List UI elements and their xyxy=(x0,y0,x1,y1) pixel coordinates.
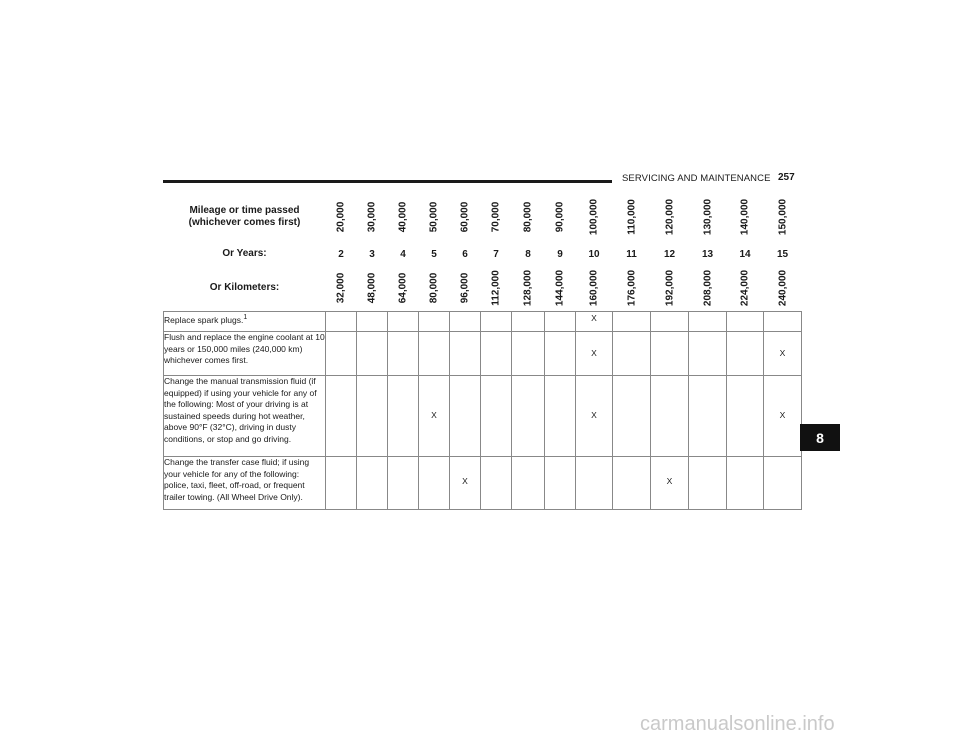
service-mark-cell xyxy=(512,457,545,510)
mileage-value: 150,000 xyxy=(777,198,788,236)
kilometers-label: Or Kilometers: xyxy=(209,282,280,293)
service-mark-cell xyxy=(613,457,651,510)
mileage-header-cell xyxy=(764,191,802,243)
years-value: 12 xyxy=(663,248,676,260)
mileage-header-cell xyxy=(545,191,576,243)
service-mark-cell xyxy=(388,457,419,510)
mileage-header-cell xyxy=(613,191,651,243)
header-rule xyxy=(163,180,612,183)
service-mark-cell xyxy=(689,376,727,457)
service-mark-cell xyxy=(357,312,388,332)
service-mark-cell xyxy=(419,332,450,376)
service-mark-cell xyxy=(613,312,651,332)
service-mark-cell xyxy=(481,457,512,510)
service-mark-cell xyxy=(357,376,388,457)
years-header-row xyxy=(164,243,802,265)
service-text: Flush and replace the engine coolant at 10 years or 150,000 miles (240,000 km) whichever comes first. xyxy=(164,332,325,365)
service-mark-cell: X xyxy=(419,376,450,457)
kilometers-value: 160,000 xyxy=(588,269,600,307)
kilometers-value: 208,000 xyxy=(702,269,713,307)
service-mark-cell xyxy=(651,376,689,457)
service-mark-cell xyxy=(357,457,388,510)
service-mark-cell xyxy=(576,457,613,510)
kilometers-header-cell xyxy=(357,265,388,312)
table-row xyxy=(164,457,802,510)
mileage-header-cell xyxy=(357,191,388,243)
chapter-tab: 8 xyxy=(800,424,840,451)
footnote-marker: 1 xyxy=(243,314,248,321)
service-mark-cell xyxy=(727,457,764,510)
table-row xyxy=(164,376,802,457)
service-description xyxy=(164,376,326,457)
kilometers-header-cell xyxy=(576,265,613,312)
mileage-value: 20,000 xyxy=(335,201,347,233)
service-text: Change the manual transmission fluid (if equipped) if using your vehicle for any of the following: Most of your driving is at sustained speeds during hot weather, above 90°F (32°C), driving in dusty conditions, or stop and go driving. xyxy=(164,376,317,444)
years-label: Or Years: xyxy=(222,248,267,259)
kilometers-header-cell xyxy=(450,265,481,312)
page-number: 257 xyxy=(778,172,795,183)
kilometers-header-cell xyxy=(326,265,357,312)
mileage-value: 100,000 xyxy=(588,198,600,236)
service-mark-cell xyxy=(727,332,764,376)
service-mark-cell: X xyxy=(450,457,481,510)
service-mark-cell xyxy=(388,376,419,457)
service-mark-cell xyxy=(326,312,357,332)
service-mark-cell xyxy=(613,376,651,457)
years-value: 8 xyxy=(525,248,531,260)
service-mark-cell xyxy=(613,332,651,376)
service-mark-cell xyxy=(689,332,727,376)
service-mark-cell xyxy=(545,376,576,457)
service-mark-cell: X xyxy=(576,332,613,376)
mileage-label: Mileage or time passed (whichever comes first) xyxy=(188,205,301,228)
kilometers-header-cell xyxy=(545,265,576,312)
service-mark-cell xyxy=(764,312,802,332)
kilometers-header-cell xyxy=(481,265,512,312)
kilometers-value: 144,000 xyxy=(554,269,566,307)
kilometers-header-cell xyxy=(512,265,545,312)
mileage-header-cell xyxy=(388,191,419,243)
service-description xyxy=(164,312,326,332)
mileage-header-cell xyxy=(576,191,613,243)
kilometers-header-cell xyxy=(419,265,450,312)
years-value: 11 xyxy=(626,248,637,260)
kilometers-header-cell xyxy=(764,265,802,312)
service-mark-cell xyxy=(326,332,357,376)
service-mark-cell xyxy=(651,332,689,376)
schedule-body xyxy=(164,312,802,510)
mileage-value: 120,000 xyxy=(664,198,675,236)
service-text: Replace spark plugs. xyxy=(164,314,244,325)
service-mark-cell xyxy=(727,312,764,332)
service-mark-cell: X xyxy=(764,376,802,457)
mileage-header-cell xyxy=(326,191,357,243)
mileage-value: 90,000 xyxy=(554,201,566,233)
service-mark-cell xyxy=(357,332,388,376)
service-mark-cell xyxy=(481,312,512,332)
service-mark-cell xyxy=(388,332,419,376)
service-mark-cell xyxy=(727,376,764,457)
service-mark-cell xyxy=(512,312,545,332)
mileage-value: 30,000 xyxy=(366,201,378,233)
service-mark-cell xyxy=(326,376,357,457)
service-mark-cell xyxy=(450,376,481,457)
kilometers-value: 224,000 xyxy=(739,269,751,307)
mileage-header-cell xyxy=(727,191,764,243)
service-mark-cell xyxy=(388,312,419,332)
kilometers-value: 192,000 xyxy=(664,269,675,307)
service-mark-cell xyxy=(326,457,357,510)
service-text: Change the transfer case fluid; if using your vehicle for any of the following: police, taxi, fleet, off-road, or frequent trailer towing. (All Wheel Drive Only). xyxy=(164,457,310,502)
kilometers-value: 96,000 xyxy=(459,272,471,304)
mileage-header-cell xyxy=(512,191,545,243)
kilometers-header-row xyxy=(164,265,802,312)
years-value: 14 xyxy=(739,248,751,260)
years-value: 6 xyxy=(462,248,468,260)
service-mark-cell xyxy=(450,312,481,332)
service-mark-cell: X xyxy=(576,312,613,332)
kilometers-header-cell xyxy=(388,265,419,312)
mileage-value: 70,000 xyxy=(490,201,502,233)
service-mark-cell: X xyxy=(764,332,802,376)
service-mark-cell xyxy=(651,312,689,332)
maintenance-schedule-table xyxy=(163,191,802,510)
service-mark-cell xyxy=(481,376,512,457)
service-mark-cell xyxy=(545,332,576,376)
kilometers-value: 80,000 xyxy=(428,272,440,304)
kilometers-header-cell xyxy=(727,265,764,312)
years-value: 15 xyxy=(776,248,789,260)
kilometers-value: 32,000 xyxy=(335,272,347,304)
mileage-value: 50,000 xyxy=(428,201,440,233)
service-mark-cell xyxy=(419,312,450,332)
service-description xyxy=(164,457,326,510)
years-value: 3 xyxy=(369,248,375,260)
section-title: SERVICING AND MAINTENANCE xyxy=(622,173,771,184)
service-mark-cell xyxy=(689,457,727,510)
service-mark-cell xyxy=(450,332,481,376)
service-mark-cell xyxy=(481,332,512,376)
service-mark-cell xyxy=(512,332,545,376)
mileage-value: 110,000 xyxy=(626,199,637,235)
service-description xyxy=(164,332,326,376)
service-mark-cell: X xyxy=(651,457,689,510)
mileage-header-cell xyxy=(419,191,450,243)
kilometers-value: 128,000 xyxy=(522,269,534,307)
years-value: 2 xyxy=(338,248,344,260)
service-mark-cell xyxy=(764,457,802,510)
watermark: carmanualsonline.info xyxy=(640,713,835,735)
mileage-value: 130,000 xyxy=(702,198,713,236)
service-mark-cell xyxy=(545,312,576,332)
years-value: 10 xyxy=(588,248,600,260)
kilometers-value: 64,000 xyxy=(397,272,409,304)
years-value: 13 xyxy=(701,248,714,260)
kilometers-value: 240,000 xyxy=(777,269,788,307)
kilometers-value: 112,000 xyxy=(490,270,502,306)
mileage-header-cell xyxy=(450,191,481,243)
service-mark-cell xyxy=(689,312,727,332)
mileage-header-cell xyxy=(651,191,689,243)
mileage-header-row xyxy=(164,191,802,243)
table-row xyxy=(164,312,802,332)
mileage-value: 80,000 xyxy=(522,201,534,233)
years-value: 7 xyxy=(493,248,499,260)
mileage-value: 140,000 xyxy=(739,198,751,236)
years-value: 9 xyxy=(557,248,563,260)
service-mark-cell xyxy=(545,457,576,510)
kilometers-header-cell xyxy=(689,265,727,312)
mileage-header-cell xyxy=(689,191,727,243)
mileage-value: 40,000 xyxy=(397,201,409,233)
table-row xyxy=(164,332,802,376)
kilometers-value: 176,000 xyxy=(626,269,637,307)
service-mark-cell: X xyxy=(576,376,613,457)
kilometers-header-cell xyxy=(613,265,651,312)
kilometers-header-cell xyxy=(651,265,689,312)
years-value: 4 xyxy=(400,248,406,260)
kilometers-value: 48,000 xyxy=(366,272,378,304)
mileage-header-cell xyxy=(481,191,512,243)
service-mark-cell xyxy=(419,457,450,510)
mileage-value: 60,000 xyxy=(459,201,471,233)
service-mark-cell xyxy=(512,376,545,457)
years-value: 5 xyxy=(431,248,437,260)
